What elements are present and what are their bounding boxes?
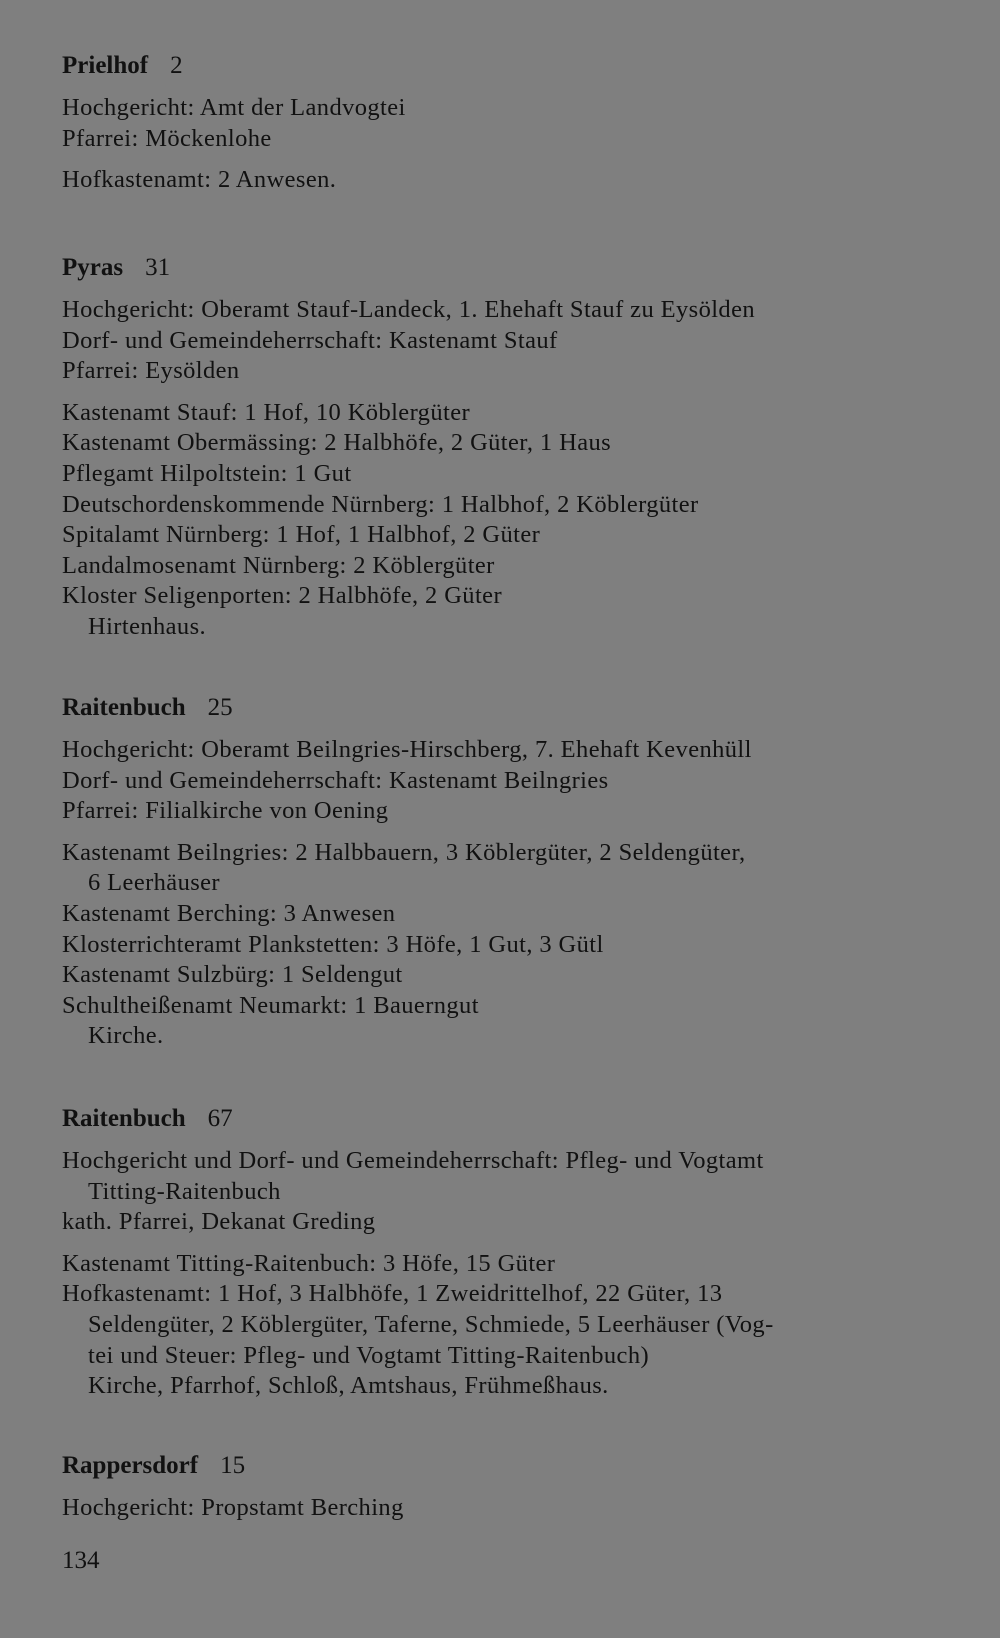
text-line: Kirche, Pfarrhof, Schloß, Amtshaus, Frühmeßhaus. (88, 1372, 609, 1400)
place-name: Raitenbuch (62, 1105, 186, 1132)
holdings-block (0, 165, 1000, 196)
text-line: Titting-Raitenbuch (88, 1177, 281, 1205)
place-name: Raitenbuch (62, 694, 186, 721)
text-line: Kirche. (88, 1022, 164, 1050)
text-line: Hofkastenamt: 1 Hof, 3 Halbhöfe, 1 Zweidrittelhof, 22 Güter, 13 (62, 1280, 723, 1308)
entry-heading (62, 1451, 1000, 1481)
page-number: 134 (62, 1547, 100, 1574)
jurisdiction-block (0, 1493, 1000, 1524)
text-line: 6 Leerhäuser (88, 869, 220, 897)
holdings-block (0, 398, 1000, 643)
text-line: Seldengüter, 2 Köblergüter, Taferne, Schmiede, 5 Leerhäuser (Vog- (88, 1310, 774, 1338)
entry-heading (62, 51, 1000, 81)
text-line: kath. Pfarrei, Dekanat Greding (62, 1208, 376, 1236)
entry-raitenbuch-67 (0, 1104, 1000, 1402)
place-number: 31 (145, 254, 171, 281)
entry-pyras (0, 253, 1000, 643)
text-line: Dorf- und Gemeindeherrschaft: Kastenamt Beilngries (62, 766, 609, 794)
place-number: 25 (207, 694, 233, 721)
text-line: Pfarrei: Eysölden (62, 357, 240, 385)
text-line: Kastenamt Sulzbürg: 1 Seldengut (62, 961, 403, 989)
jurisdiction-block (0, 735, 1000, 827)
text-line: Pfarrei: Möckenlohe (62, 124, 272, 152)
text-line: Hochgericht: Amt der Landvogtei (62, 94, 406, 121)
text-line: Spitalamt Nürnberg: 1 Hof, 1 Halbhof, 2 Güter (62, 521, 541, 549)
text-line: Dorf- und Gemeindeherrschaft: Kastenamt Stauf (62, 326, 558, 354)
entry-heading (62, 693, 1000, 723)
holdings-block (0, 838, 1000, 1052)
place-name: Pyras (62, 254, 124, 281)
place-number: 2 (170, 52, 183, 79)
place-number: 15 (220, 1452, 246, 1479)
place-number: 67 (207, 1105, 233, 1132)
text-line: Landalmosenamt Nürnberg: 2 Köblergüter (62, 551, 495, 579)
text-line: Kastenamt Obermässing: 2 Halbhöfe, 2 Güter, 1 Haus (62, 429, 612, 457)
entry-prielhof (0, 51, 1000, 196)
text-line: Schultheißenamt Neumarkt: 1 Bauerngut (62, 991, 479, 1019)
text-line: Klosterrichteramt Plankstetten: 3 Höfe, 1 Gut, 3 Gütl (62, 930, 604, 958)
text-line: Kastenamt Berching: 3 Anwesen (62, 899, 396, 927)
place-name: Prielhof (62, 52, 149, 79)
text-line: Hochgericht und Dorf- und Gemeindeherrschaft: Pfleg- und Vogtamt (62, 1147, 764, 1174)
entry-rappersdorf (0, 1451, 1000, 1524)
text-line: Hofkastenamt: 2 Anwesen. (62, 166, 337, 194)
text-line: Kastenamt Beilngries: 2 Halbbauern, 3 Köblergüter, 2 Seldengüter, (62, 838, 746, 866)
text-line: tei und Steuer: Pfleg- und Vogtamt Titting-Raitenbuch) (88, 1341, 650, 1369)
text-line: Deutschordenskommende Nürnberg: 1 Halbhof, 2 Köblergüter (62, 490, 699, 518)
text-line: Hochgericht: Oberamt Beilngries-Hirschberg, 7. Ehehaft Kevenhüll (62, 736, 752, 763)
place-name: Rappersdorf (62, 1452, 199, 1479)
holdings-block (0, 1249, 1000, 1402)
text-line: Hochgericht: Propstamt Berching (62, 1494, 404, 1521)
text-line: Pfarrei: Filialkirche von Oening (62, 797, 389, 825)
entry-heading (62, 253, 1000, 283)
jurisdiction-block (0, 1146, 1000, 1238)
text-line: Kastenamt Stauf: 1 Hof, 10 Köblergüter (62, 398, 471, 426)
text-line: Pflegamt Hilpoltstein: 1 Gut (62, 459, 352, 487)
entry-heading (62, 1104, 1000, 1134)
text-line: Kloster Seligenporten: 2 Halbhöfe, 2 Güter (62, 582, 502, 610)
text-line: Kastenamt Titting-Raitenbuch: 3 Höfe, 15 Güter (62, 1249, 556, 1277)
jurisdiction-block (0, 295, 1000, 387)
text-line: Hirtenhaus. (88, 612, 207, 640)
jurisdiction-block (0, 93, 1000, 154)
entry-raitenbuch-25 (0, 693, 1000, 1052)
text-line: Hochgericht: Oberamt Stauf-Landeck, 1. Ehehaft Stauf zu Eysölden (62, 296, 755, 323)
